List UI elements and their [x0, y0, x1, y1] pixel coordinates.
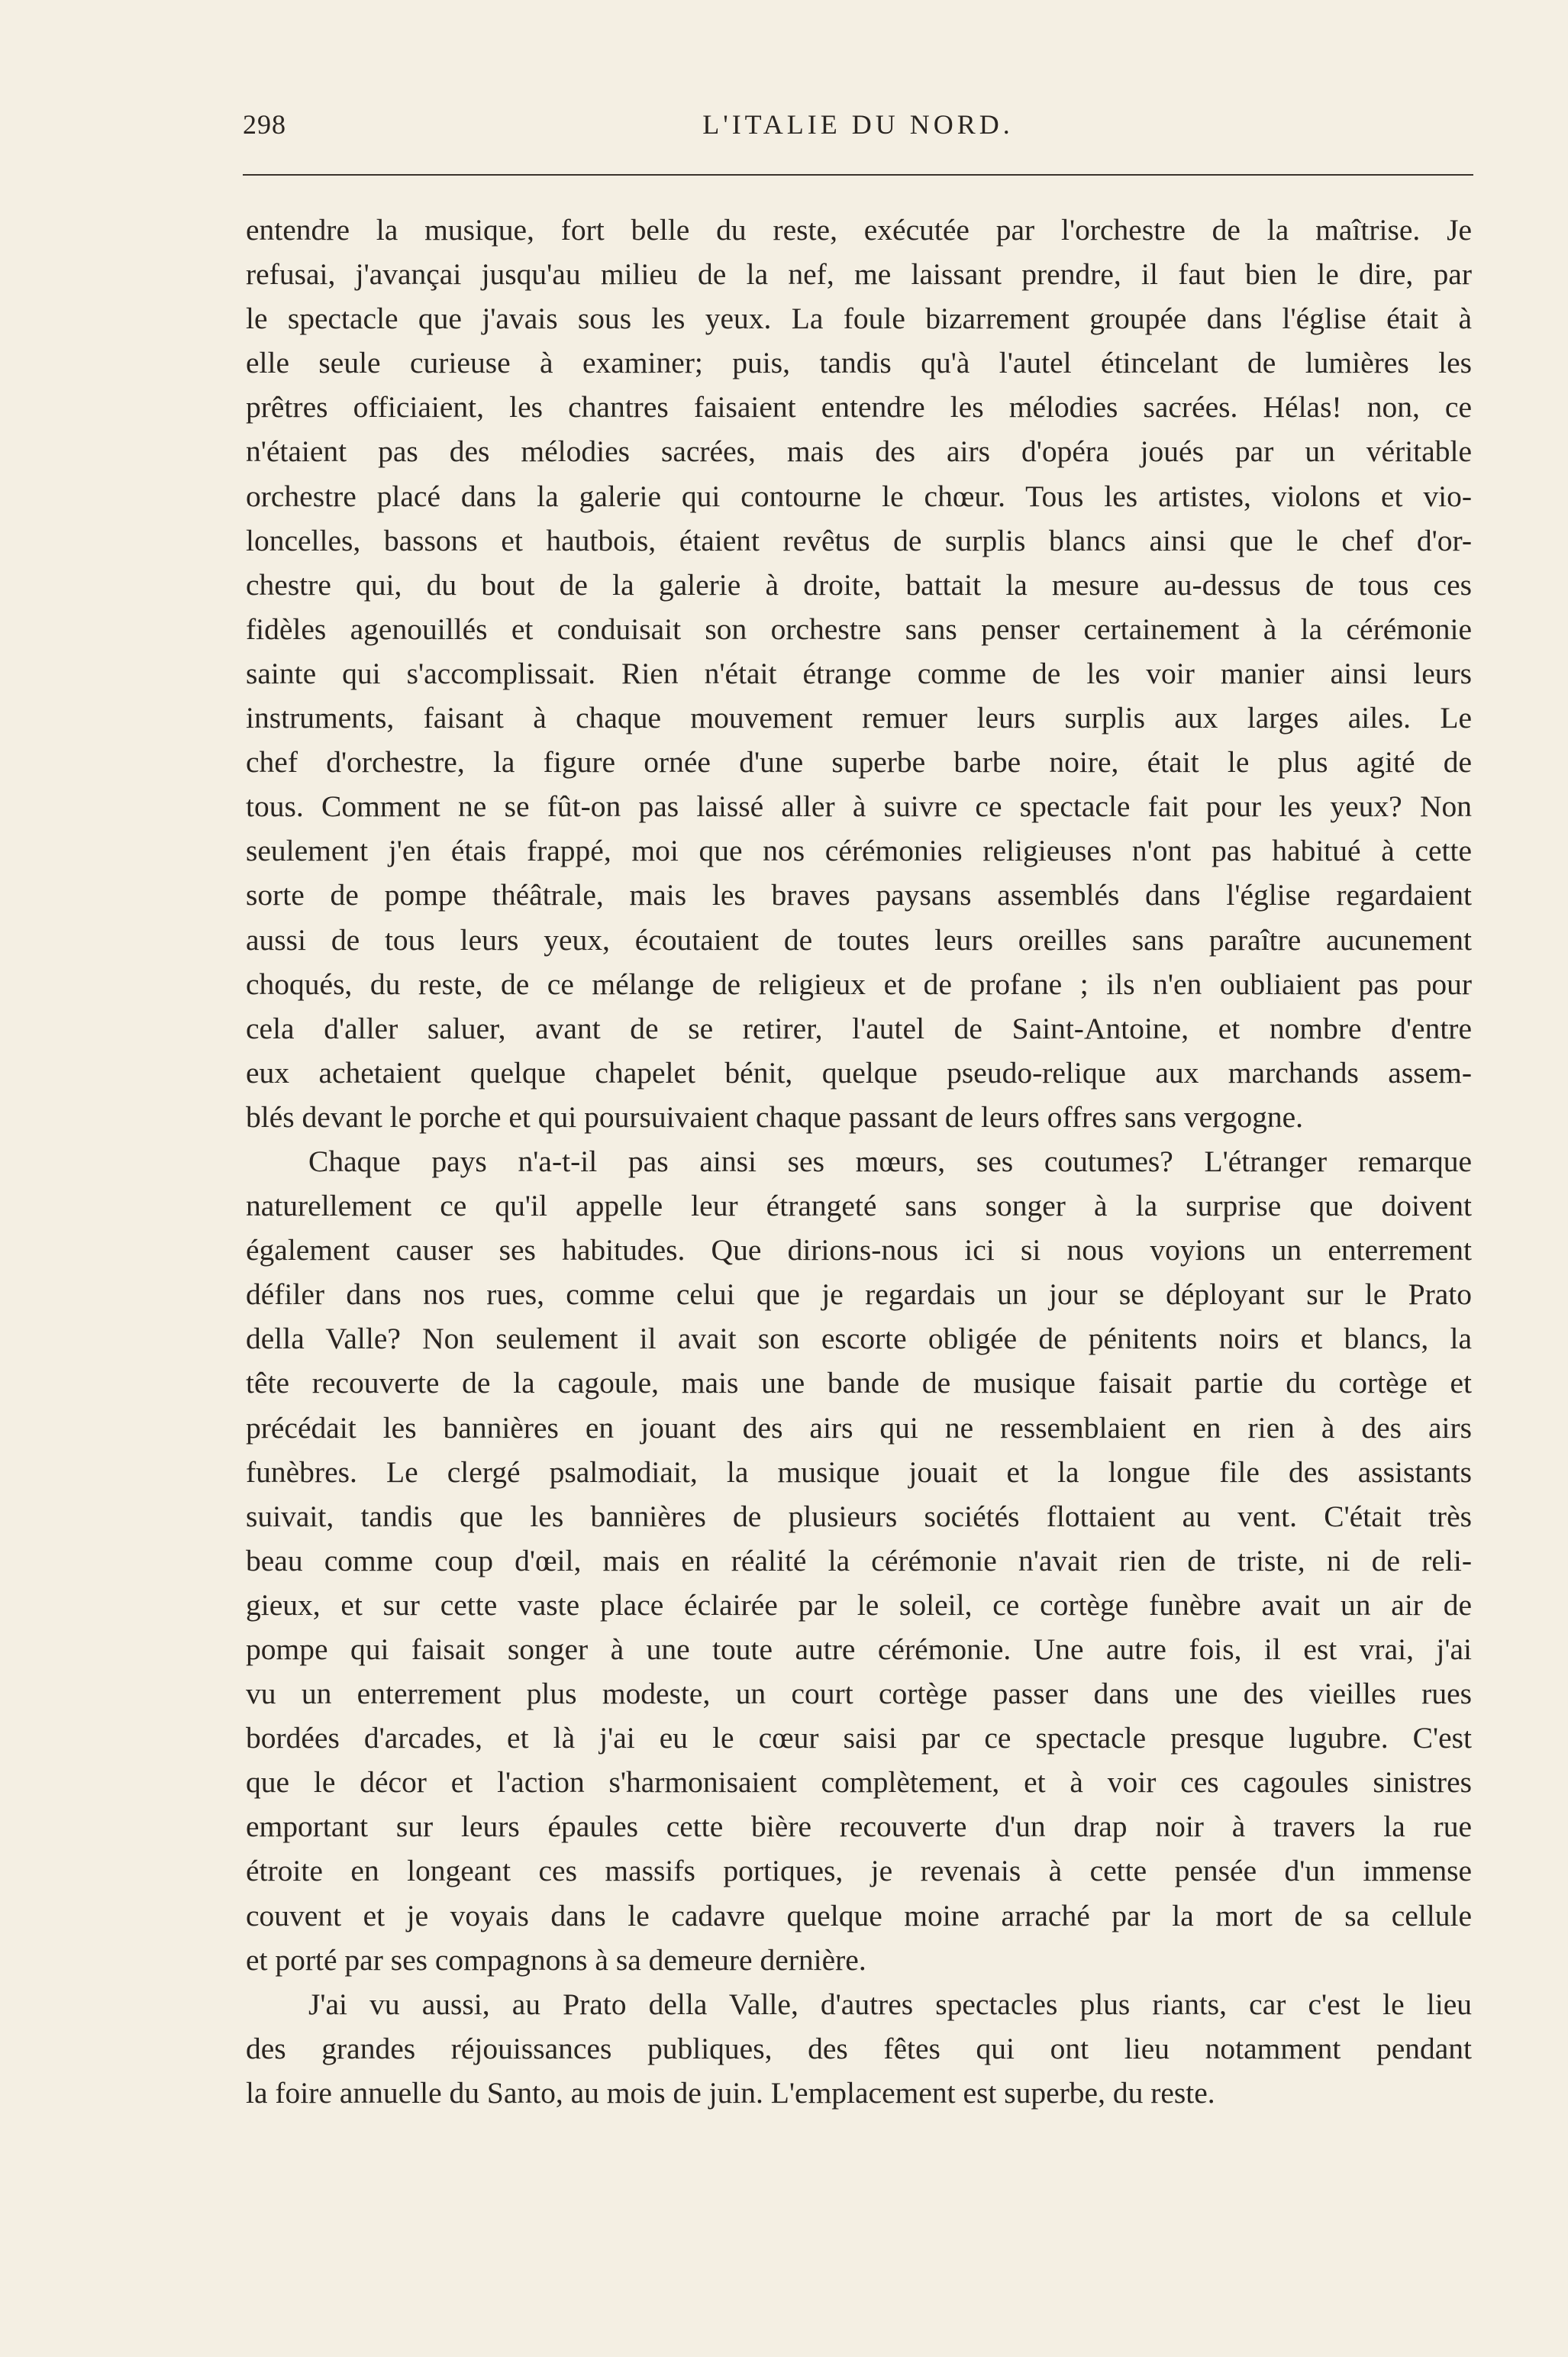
text-line: prêtres officiaient, les chantres faisaient entendre les mélodies sacrées. Hélas! non, ce: [246, 390, 1472, 425]
running-title: L'ITALIE DU NORD.: [702, 109, 1014, 140]
text-line: bordées d'arcades, et là j'ai eu le cœur saisi par ce spectacle presque lugubre. C'est: [246, 1721, 1472, 1755]
text-line: della Valle? Non seulement il avait son escorte obligée de pénitents noirs et blancs, la: [246, 1322, 1472, 1356]
text-line: seulement j'en étais frappé, moi que nos cérémonies religieuses n'ont pas habitué à cette: [246, 834, 1472, 868]
text-line: étroite en longeant ces massifs portiques, je revenais à cette pensée d'un immense: [246, 1854, 1472, 1888]
text-line: précédait les bannières en jouant des airs qui ne ressemblaient en rien à des airs: [246, 1410, 1472, 1445]
text-line: instruments, faisant à chaque mouvement remuer leurs surplis aux larges ailes. Le: [246, 701, 1472, 735]
text-line: tous. Comment ne se fût-on pas laissé aller à suivre ce spectacle fait pour les yeux? Non: [246, 789, 1472, 824]
text-line: choqués, du reste, de ce mélange de religieux et de profane ; ils n'en oubliaient pas pour: [246, 967, 1472, 1001]
text-line: chestre qui, du bout de la galerie à droite, battait la mesure au-dessus de tous ces: [246, 567, 1472, 602]
text-line: refusai, j'avançai jusqu'au milieu de la nef, me laissant prendre, il faut bien le dire, par: [246, 257, 1472, 292]
text-line: emportant sur leurs épaules cette bière recouverte d'un drap noir à travers la rue: [246, 1810, 1472, 1844]
text-line: entendre la musique, fort belle du reste, exécutée par l'orchestre de la maîtrise. Je: [246, 213, 1472, 247]
text-line: n'étaient pas des mélodies sacrées, mais des airs d'opéra joués par un véritable: [246, 434, 1472, 469]
text-line: chef d'orchestre, la figure ornée d'une superbe barbe noire, était le plus agité de: [246, 745, 1472, 780]
text-line: gieux, et sur cette vaste place éclairée par le soleil, ce cortège funèbre avait un air de: [246, 1587, 1472, 1622]
paragraph: [246, 1139, 1472, 1982]
text-line: et porté par ses compagnons à sa demeure dernière.: [246, 1942, 866, 1977]
paragraph: [246, 1982, 1472, 2115]
text-line: funèbres. Le clergé psalmodiait, la musique jouait et la longue file des assistants: [246, 1455, 1472, 1489]
text-line: également causer ses habitudes. Que dirions-nous ici si nous voyions un enterrement: [246, 1233, 1472, 1267]
text-line: suivait, tandis que les bannières de plusieurs sociétés flottaient au vent. C'était très: [246, 1499, 1472, 1533]
body-text: [246, 208, 1472, 2115]
text-line: que le décor et l'action s'harmonisaient complètement, et à voir ces cagoules sinistres: [246, 1765, 1472, 1800]
text-line: couvent et je voyais dans le cadavre quelque moine arraché par la mort de sa cellule: [246, 1898, 1472, 1932]
text-line: la foire annuelle du Santo, au mois de juin. L'emplacement est superbe, du reste.: [246, 2075, 1215, 2110]
text-line: sorte de pompe théâtrale, mais les braves paysans assemblés dans l'église regardaient: [246, 878, 1472, 912]
header-rule: [243, 174, 1473, 176]
text-line: le spectacle que j'avais sous les yeux. La foule bizarrement groupée dans l'église était à: [246, 302, 1472, 336]
text-line: orchestre placé dans la galerie qui contourne le chœur. Tous les artistes, violons et vio-: [246, 479, 1472, 513]
text-line: cela d'aller saluer, avant de se retirer, l'autel de Saint-Antoine, et nombre d'entre: [246, 1011, 1472, 1045]
text-line: tête recouverte de la cagoule, mais une bande de musique faisait partie du cortège et: [246, 1366, 1472, 1400]
text-line: naturellement ce qu'il appelle leur étrangeté sans songer à la surprise que doivent: [246, 1189, 1472, 1223]
text-line: beau comme coup d'œil, mais en réalité la cérémonie n'avait rien de triste, ni de reli-: [246, 1543, 1472, 1577]
text-line: loncelles, bassons et hautbois, étaient revêtus de surplis blancs ainsi que le chef d'or-: [246, 523, 1472, 557]
text-line: pompe qui faisait songer à une toute autre cérémonie. Une autre fois, il est vrai, j'ai: [246, 1632, 1472, 1666]
text-line: fidèles agenouillés et conduisait son orchestre sans penser certainement à la cérémonie: [246, 612, 1472, 646]
text-line: sainte qui s'accomplissait. Rien n'était étrange comme de les voir manier ainsi leurs: [246, 656, 1472, 690]
text-line: des grandes réjouissances publiques, des fêtes qui ont lieu notamment pendant: [246, 2031, 1472, 2065]
text-line: J'ai vu aussi, au Prato della Valle, d'autres spectacles plus riants, car c'est le lieu: [308, 1987, 1472, 2021]
text-line: elle seule curieuse à examiner; puis, tandis qu'à l'autel étincelant de lumières les: [246, 346, 1472, 380]
text-line: vu un enterrement plus modeste, un court cortège passer dans une des vieilles rues: [246, 1677, 1472, 1711]
text-line: blés devant le porche et qui poursuivaient chaque passant de leurs offres sans vergogne.: [246, 1099, 1304, 1134]
text-line: eux achetaient quelque chapelet bénit, quelque pseudo-relique aux marchands assem-: [246, 1055, 1472, 1090]
page-header: [243, 108, 1473, 142]
text-line: aussi de tous leurs yeux, écoutaient de toutes leurs oreilles sans paraître aucunement: [246, 922, 1472, 957]
page-number: 298: [243, 109, 286, 140]
paragraph: [246, 208, 1472, 1139]
text-line: défiler dans nos rues, comme celui que je regardais un jour se déployant sur le Prato: [246, 1277, 1472, 1312]
text-line: Chaque pays n'a-t-il pas ainsi ses mœurs, ses coutumes? L'étranger remarque: [308, 1144, 1472, 1178]
